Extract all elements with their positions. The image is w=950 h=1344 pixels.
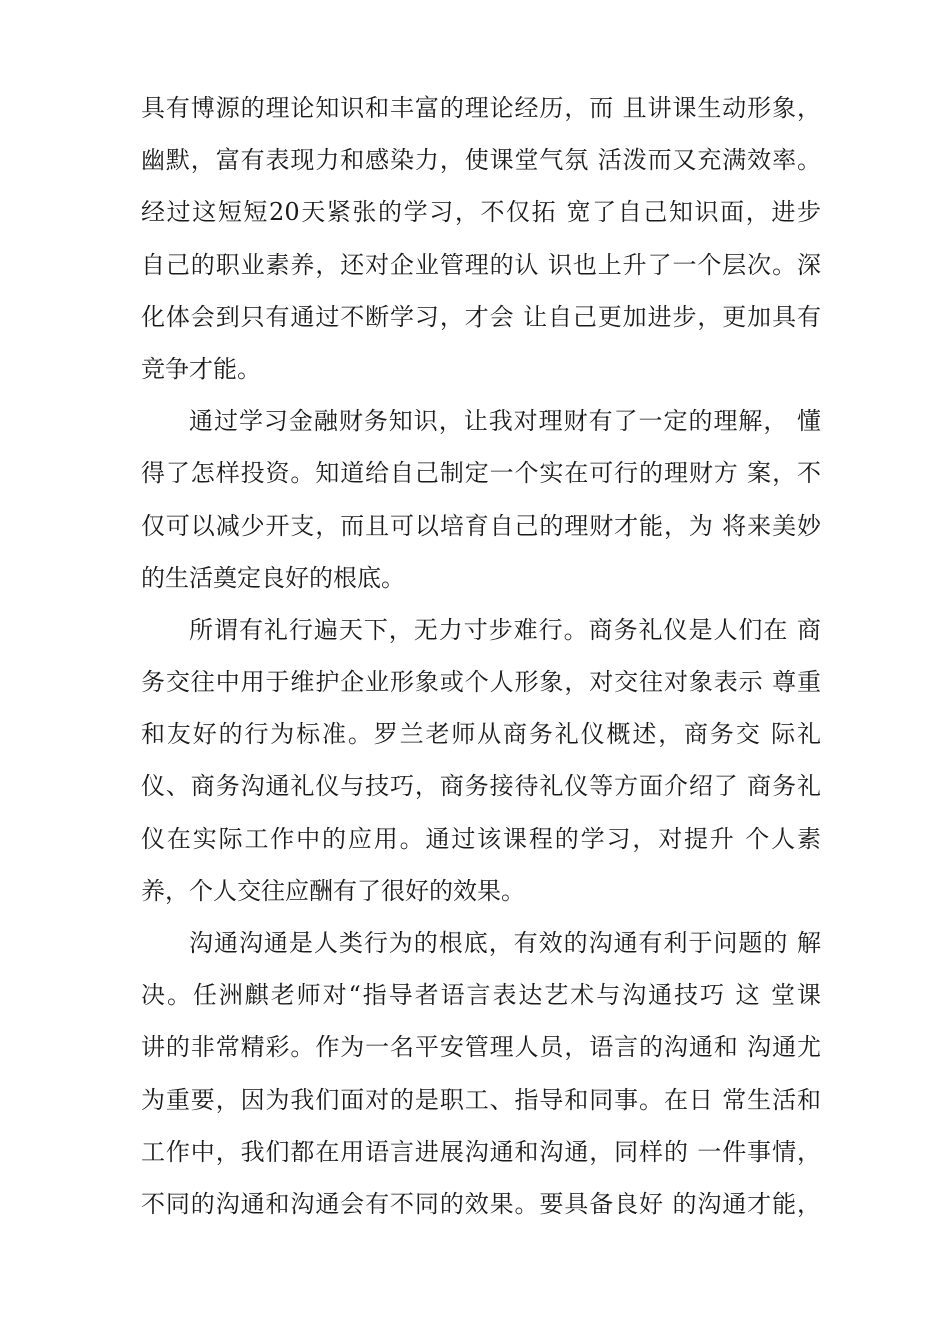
text-line: 的生活奠定良好的根底。	[141, 563, 405, 592]
text-line: 仪、商务沟通礼仪与技巧，商务接待礼仪等方面介绍了 商务礼	[141, 772, 821, 801]
text-line: 幽默，富有表现力和感染力，使课堂气氛 活泼而又充满效率。	[141, 146, 821, 175]
text-line: 工作中，我们都在用语言进展沟通和沟通，同样的 一件事情，	[141, 1137, 821, 1166]
text-line: 仪在实际工作中的应用。通过该课程的学习，对提升 个人素	[141, 824, 821, 853]
text-line: 得了怎样投资。知道给自己制定一个实在可行的理财方 案，不	[141, 459, 821, 488]
paragraph-first-line: 通过学习金融财务知识，让我对理财有了一定的理解， 懂	[189, 407, 821, 436]
text-line: 讲的非常精彩。作为一名平安管理人员，语言的沟通和 沟通尤	[141, 1033, 821, 1062]
text-line: 务交往中用于维护企业形象或个人形象，对交往对象表示 尊重	[141, 668, 821, 697]
text-line: 化体会到只有通过不断学习，才会 让自己更加进步，更加具有	[141, 302, 821, 331]
text-line: 不同的沟通和沟通会有不同的效果。要具备良好 的沟通才能，	[141, 1189, 821, 1218]
paragraph-first-line: 所谓有礼行遍天下，无力寸步难行。商务礼仪是人们在 商	[189, 615, 821, 644]
text-line: 竞争才能。	[141, 354, 261, 383]
text-line: 决。任洲麒老师对“指导者语言表达艺术与沟通技巧 这 堂课	[141, 981, 821, 1010]
text-line: 自己的职业素养，还对企业管理的认 识也上升了一个层次。深	[141, 250, 821, 279]
text-line: 和友好的行为标准。罗兰老师从商务礼仪概述，商务交 际礼	[141, 720, 821, 749]
text-line: 具有博源的理论知识和丰富的理论经历，而 且讲课生动形象，	[141, 94, 821, 122]
text-line: 养，个人交往应酬有了很好的效果。	[141, 876, 525, 905]
paragraph-first-line: 沟通沟通是人类行为的根底，有效的沟通有利于问题的 解	[189, 929, 821, 957]
text-line: 为重要，因为我们面对的是职工、指导和同事。在日 常生活和	[141, 1085, 821, 1114]
document-body	[141, 82, 821, 1230]
text-line: 仅可以减少开支，而且可以培育自己的理财才能，为 将来美妙	[141, 511, 821, 540]
text-line: 经过这短短20天紧张的学习，不仅拓 宽了自己知识面，进步	[141, 198, 821, 227]
